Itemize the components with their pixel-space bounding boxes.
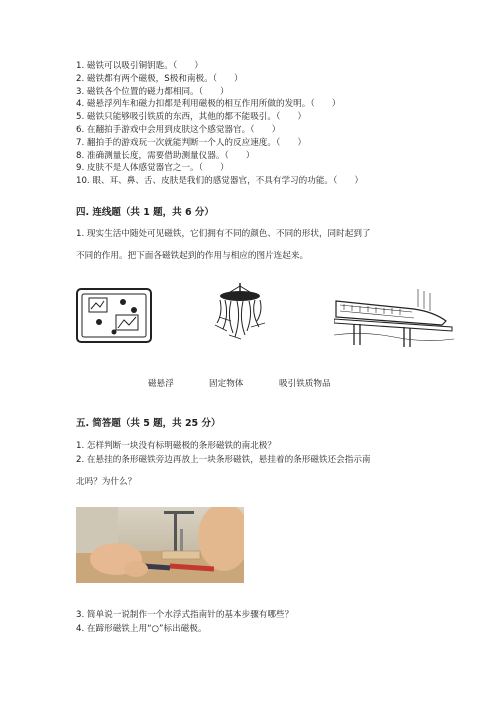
match-label-maglev: 磁悬浮 <box>148 379 174 389</box>
section-4-question-line-1: 1. 现实生活中随处可见磁铁，它们拥有不同的颜色、不同的形状，同时起到了 <box>76 229 371 239</box>
tf-item-4: 4. 磁悬浮列车和磁力扣都是利用磁极的相互作用所做的发明。（ ） <box>76 99 341 110</box>
section-5-question-2-line-1: 2. 在悬挂的条形磁铁旁边再放上一块条形磁铁，悬挂着的条形磁铁还会指示南 <box>76 455 371 465</box>
tf-item-10: 10. 眼、耳、鼻、舌、皮肤是我们的感觉器官，不具有学习的功能。（ ） <box>76 176 364 187</box>
section-5-question-1: 1. 怎样判断一块没有标明磁极的条形磁铁的南北极？ <box>76 441 276 451</box>
match-label-fix-objects: 固定物体 <box>209 379 244 389</box>
tf-item-8: 8. 准确测量长度，需要借助测量仪器。（ ） <box>76 150 255 161</box>
crane-magnet-picture <box>205 283 275 343</box>
tf-item-9: 9. 皮肤不是人体感觉器官之一。（ ） <box>76 163 229 174</box>
section-5-question-4: 4. 在蹄形磁铁上用“○”标出磁极。 <box>76 624 207 634</box>
section-5-title: 五. 简答题（共 5 题，共 25 分） <box>76 418 221 429</box>
section-4-title: 四. 连线题（共 1 题，共 6 分） <box>76 207 214 218</box>
tf-item-6: 6. 在翻拍手游戏中会用到皮肤这个感觉器官。（ ） <box>76 124 281 135</box>
maglev-train-picture <box>334 287 454 347</box>
section-5-question-3: 3. 简单说一说制作一个水浮式指南针的基本步骤有哪些？ <box>76 610 294 620</box>
tf-item-5: 5. 磁铁只能够吸引铁质的东西，其他的都不能吸引。（ ） <box>76 112 307 123</box>
tf-item-7: 7. 翻拍手的游戏玩一次就能判断一个人的反应速度。（ ） <box>76 137 307 148</box>
magnetic-board-picture <box>76 288 152 343</box>
true-false-list <box>76 60 486 188</box>
tf-item-2: 2. 磁铁都有两个磁极，S极和南极。（ ） <box>76 73 243 84</box>
section-4-question-line-2: 不同的作用。把下面各磁铁起到的作用与相应的图片连起来。 <box>76 251 309 261</box>
section-5-question-2-line-2: 北吗？为什么？ <box>76 477 137 487</box>
bar-magnet-experiment-photo <box>76 507 244 583</box>
tf-item-3: 3. 磁铁各个位置的磁力都相同。（ ） <box>76 86 229 97</box>
tf-item-1: 1. 磁铁可以吸引铜钥匙。（ ） <box>76 61 203 71</box>
match-label-attract-iron: 吸引铁质物品 <box>279 379 331 389</box>
